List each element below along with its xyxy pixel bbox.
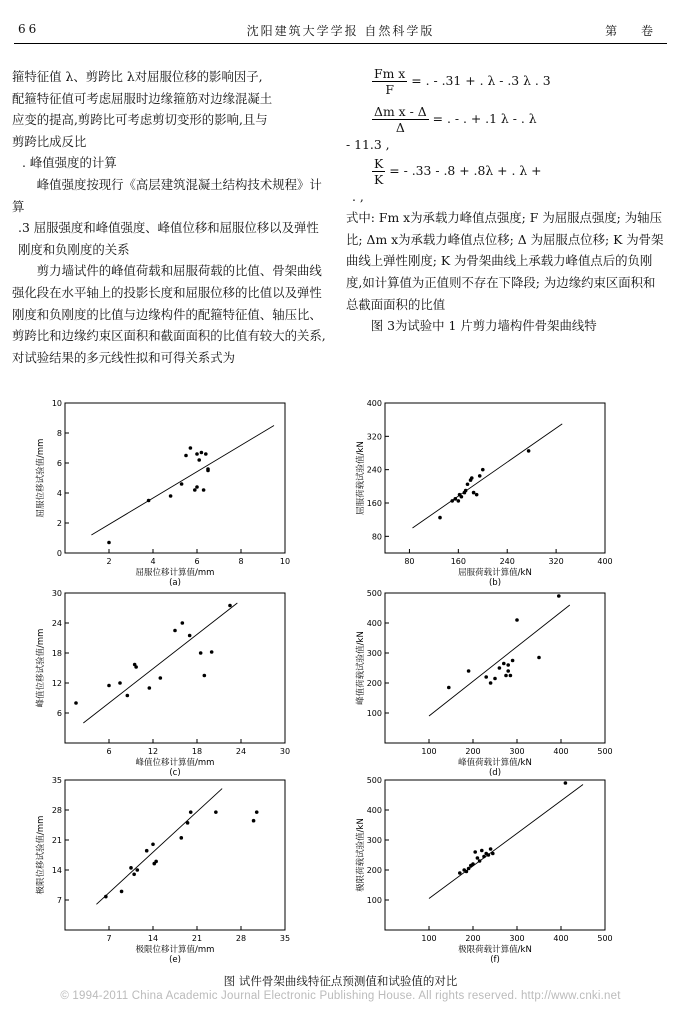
eq2-numerator: Δm x - Δ — [374, 104, 427, 119]
data-point — [107, 541, 111, 545]
data-point — [472, 491, 476, 495]
panel-label: (a) — [169, 578, 181, 587]
y-tick-label: 2 — [56, 519, 62, 528]
equation-2 — [346, 104, 664, 134]
volume-label: 第 卷 — [605, 24, 663, 38]
panel-label: (d) — [488, 768, 502, 777]
data-point — [466, 482, 470, 486]
data-point — [465, 870, 469, 874]
x-tick-label: 400 — [553, 747, 569, 756]
plot-frame — [385, 403, 605, 553]
eq2-rhs: = . - . + .1 λ - . λ — [432, 111, 537, 126]
y-tick-label: 400 — [366, 619, 382, 628]
y-axis-label: 峰值位移试验值/mm — [36, 628, 46, 708]
x-tick-label: 24 — [235, 747, 247, 756]
data-point — [489, 847, 493, 851]
x-tick-label: 100 — [421, 747, 437, 756]
x-tick-label: 7 — [106, 934, 112, 943]
figure-panel-c — [20, 585, 300, 777]
y-tick-label: 0 — [56, 549, 62, 558]
text-line: 应变的提高,剪跨比可考虑剪切变形的影响,且与 — [12, 112, 268, 128]
y-axis-label: 峰值荷载试验值/kN — [356, 631, 366, 705]
data-point — [129, 866, 133, 870]
data-point — [135, 868, 139, 872]
y-tick-label: 24 — [51, 619, 62, 628]
data-point — [193, 488, 197, 492]
running-header — [18, 22, 663, 40]
fit-line — [429, 605, 570, 716]
panel-label: (c) — [169, 768, 181, 777]
y-tick-label: 80 — [371, 532, 382, 542]
data-point — [195, 485, 199, 489]
x-axis-label: 极限荷载计算值/kN — [458, 945, 532, 955]
figure-panel-b — [340, 395, 620, 587]
data-point — [154, 860, 158, 864]
y-tick-label: 7 — [56, 896, 62, 905]
data-point — [458, 871, 462, 875]
x-axis-label: 峰值荷载计算值/kN — [458, 758, 532, 768]
eq3-numerator: K — [374, 155, 384, 171]
x-tick-label: 21 — [191, 934, 203, 943]
x-tick-label: 100 — [421, 934, 437, 943]
data-point — [204, 452, 208, 456]
data-point — [498, 666, 502, 670]
x-tick-label: 35 — [279, 934, 291, 943]
eq3-continuation: . , — [352, 188, 364, 204]
figure-panel-f — [340, 772, 620, 964]
header-rule — [14, 43, 667, 44]
y-tick-label: 6 — [56, 709, 62, 718]
data-point — [564, 781, 568, 785]
y-axis-label: 极限荷载试验值/kN — [356, 818, 366, 892]
data-point — [107, 684, 111, 688]
data-point — [537, 656, 541, 660]
equation-1 — [346, 66, 664, 96]
x-tick-label: 320 — [548, 557, 564, 566]
symbol-explanation: 式中: Fm x为承载力峰值点强度; F 为屈服点强度; 为轴压比; Δm x为承载力峰值点位移; Δ 为屈服点位移; K 为骨架曲线上弹性刚度; K 为骨架曲线上承载力峰值点后的负刚度,如计算值为正值则不存在下降段; 为边缘约束区面积和总截面面积的比值 — [346, 210, 664, 312]
figure-panel-e — [20, 772, 300, 964]
y-tick-label: 200 — [366, 679, 382, 688]
x-tick-label: 6 — [194, 557, 200, 566]
data-point — [104, 895, 108, 899]
data-point — [482, 855, 486, 859]
y-tick-label: 100 — [366, 709, 382, 718]
figure-reference: 图 3为试验中 1 片剪力墙构件骨架曲线特 — [370, 318, 597, 334]
y-tick-label: 300 — [366, 836, 382, 845]
data-point — [515, 618, 519, 622]
data-point — [467, 867, 471, 871]
data-point — [453, 497, 457, 501]
eq3-denominator: K — [374, 171, 384, 187]
data-point — [487, 853, 491, 857]
panel-label: (f) — [490, 955, 500, 964]
data-point — [195, 452, 199, 456]
fit-line — [429, 785, 583, 899]
data-point — [509, 674, 513, 678]
right-column — [346, 66, 664, 337]
equation-3 — [346, 156, 664, 186]
data-point — [480, 849, 484, 853]
x-tick-label: 500 — [597, 747, 613, 756]
x-tick-label: 14 — [147, 934, 159, 943]
data-point — [457, 499, 461, 503]
y-axis-label: 极限位移试验值/mm — [36, 815, 46, 895]
data-point — [511, 659, 515, 663]
data-point — [74, 701, 78, 705]
data-point — [481, 468, 485, 472]
data-point — [134, 665, 138, 669]
data-point — [491, 852, 495, 856]
text-line: 箍特征值 λ、剪跨比 λ对屈服位移的影响因子, — [12, 69, 263, 84]
x-tick-label: 8 — [238, 557, 244, 566]
data-point — [189, 810, 193, 814]
data-point — [467, 669, 471, 673]
data-point — [189, 446, 193, 450]
data-point — [203, 674, 207, 678]
figure-panel-a — [20, 395, 300, 587]
x-tick-label: 6 — [106, 747, 112, 756]
data-point — [120, 890, 124, 894]
data-point — [527, 449, 531, 453]
x-axis-label: 屈服荷载计算值/kN — [458, 568, 532, 578]
data-point — [450, 499, 454, 503]
y-tick-label: 500 — [366, 589, 382, 598]
y-tick-label: 28 — [51, 806, 62, 815]
eq1-denominator: F — [385, 82, 394, 97]
paragraph: 峰值强度按现行《高层建筑混凝土结构技术规程》计算 — [12, 176, 322, 214]
data-point — [179, 836, 183, 840]
data-point — [173, 629, 177, 633]
section-heading: . 峰值强度的计算 — [22, 155, 117, 171]
data-point — [473, 850, 477, 854]
plot-frame — [385, 593, 605, 743]
x-tick-label: 18 — [191, 747, 203, 756]
data-point — [478, 474, 482, 478]
y-tick-label: 100 — [366, 896, 382, 905]
data-point — [502, 662, 506, 666]
y-tick-label: 400 — [366, 399, 382, 408]
data-point — [464, 489, 468, 493]
text-line: 剪跨比成反比 — [12, 133, 87, 149]
x-tick-label: 500 — [597, 934, 613, 943]
data-point — [186, 821, 190, 825]
y-tick-label: 300 — [366, 649, 382, 658]
page-number: 66 — [18, 22, 40, 36]
x-tick-label: 28 — [235, 934, 247, 943]
data-point — [148, 686, 152, 690]
y-tick-label: 12 — [51, 679, 62, 688]
data-point — [132, 872, 136, 876]
data-point — [470, 476, 474, 480]
y-tick-label: 320 — [366, 432, 382, 442]
x-tick-label: 12 — [147, 747, 159, 756]
data-point — [478, 859, 482, 863]
x-tick-label: 240 — [499, 557, 515, 566]
data-point — [159, 676, 163, 680]
data-point — [169, 494, 173, 498]
eq3-rhs: = - .33 - .8 + .8λ + . λ + — [389, 162, 542, 178]
plot-frame — [65, 593, 285, 743]
plot-frame — [385, 780, 605, 930]
data-point — [210, 650, 214, 654]
left-column — [12, 66, 330, 368]
y-tick-label: 6 — [56, 459, 62, 468]
data-point — [475, 493, 479, 497]
x-tick-label: 2 — [106, 557, 112, 566]
figure-panel-d — [340, 585, 620, 777]
eq1-rhs: = . - .31 + . λ - .3 λ . 3 — [411, 73, 551, 88]
section-heading: .3 屈服强度和峰值强度、峰值位移和屈服位移以及弹性刚度和负刚度的关系 — [18, 220, 319, 257]
data-point — [206, 469, 210, 473]
data-point — [197, 458, 201, 462]
data-point — [181, 621, 185, 625]
journal-title: 沈阳建筑大学学报 自然科学版 — [246, 24, 435, 38]
data-point — [476, 856, 480, 860]
panel-label: (e) — [169, 955, 181, 964]
y-tick-label: 200 — [366, 866, 382, 875]
x-axis-label: 极限位移计算值/mm — [135, 945, 215, 955]
data-point — [252, 819, 256, 823]
copyright-footer: © 1994-2011 China Academic Journal Electronic Publishing House. All rights reserved. http://www.cnki.net — [60, 990, 621, 1002]
data-point — [460, 495, 464, 499]
data-point — [471, 862, 475, 866]
panel-label: (b) — [488, 578, 502, 587]
data-point — [188, 634, 192, 638]
y-axis-label: 屈服位移试验值/mm — [36, 438, 46, 518]
data-point — [126, 694, 130, 698]
y-axis-label: 屈服荷载试验值/kN — [356, 441, 366, 515]
data-point — [118, 681, 122, 685]
x-tick-label: 200 — [465, 747, 481, 756]
y-tick-label: 35 — [51, 776, 62, 785]
x-tick-label: 300 — [509, 747, 525, 756]
y-tick-label: 18 — [51, 649, 62, 658]
data-point — [504, 674, 508, 678]
data-point — [180, 482, 184, 486]
y-tick-label: 160 — [366, 499, 382, 508]
data-point — [184, 454, 188, 458]
x-tick-label: 300 — [509, 934, 525, 943]
paragraph: 剪力墙试件的峰值荷载和屈服荷载的比值、骨架曲线强化段在水平轴上的投影长度和屈服位移的比值以及弹性刚度和负刚度的比值与边缘构件的配箍特征值、轴压比、剪跨比和边缘约束区面积和截面面积的比值有较大的关系,对试验结果的多元线性拟和可得关系式为 — [12, 263, 326, 365]
data-point — [489, 681, 493, 685]
data-point — [438, 516, 442, 520]
x-tick-label: 400 — [553, 934, 569, 943]
x-tick-label: 30 — [279, 747, 291, 756]
text-line: 配箍特征值可考虑屈服时边缘箍筋对边缘混凝土 — [12, 90, 273, 106]
y-tick-label: 8 — [56, 429, 62, 438]
data-point — [255, 810, 259, 814]
y-tick-label: 21 — [51, 836, 62, 845]
fit-line — [91, 426, 274, 536]
x-tick-label: 400 — [597, 557, 613, 566]
data-point — [228, 604, 232, 608]
y-tick-label: 400 — [366, 806, 382, 815]
x-tick-label: 160 — [450, 557, 466, 566]
data-point — [200, 451, 204, 455]
eq1-numerator: Fm x — [374, 66, 406, 81]
data-point — [493, 677, 497, 681]
data-point — [214, 810, 218, 814]
data-point — [151, 842, 155, 846]
data-point — [145, 849, 149, 853]
data-point — [147, 499, 151, 503]
x-tick-label: 200 — [465, 934, 481, 943]
x-tick-label: 80 — [404, 557, 415, 566]
data-point — [484, 675, 488, 679]
plot-frame — [65, 780, 285, 930]
x-tick-label: 4 — [150, 557, 156, 566]
x-tick-label: 10 — [279, 557, 291, 566]
y-tick-label: 10 — [51, 399, 62, 408]
data-point — [557, 594, 561, 598]
figure-caption: 图 试件骨架曲线特征点预测值和试验值的对比 — [223, 974, 458, 988]
y-tick-label: 30 — [51, 589, 62, 598]
x-axis-label: 峰值位移计算值/mm — [135, 758, 215, 768]
y-tick-label: 14 — [51, 866, 62, 875]
y-tick-label: 4 — [56, 489, 62, 498]
y-tick-label: 240 — [366, 465, 382, 475]
data-point — [506, 663, 510, 667]
eq2-denominator: Δ — [395, 120, 405, 135]
data-point — [447, 686, 451, 690]
data-point — [199, 651, 203, 655]
data-point — [506, 669, 510, 673]
fit-line — [413, 424, 563, 528]
x-axis-label: 屈服位移计算值/mm — [135, 568, 215, 578]
eq2-continuation: - 11.3 , — [346, 137, 390, 152]
data-point — [202, 488, 206, 492]
y-tick-label: 500 — [366, 776, 382, 785]
fit-line — [96, 789, 222, 905]
fit-line — [83, 603, 237, 723]
plot-frame — [65, 403, 285, 553]
